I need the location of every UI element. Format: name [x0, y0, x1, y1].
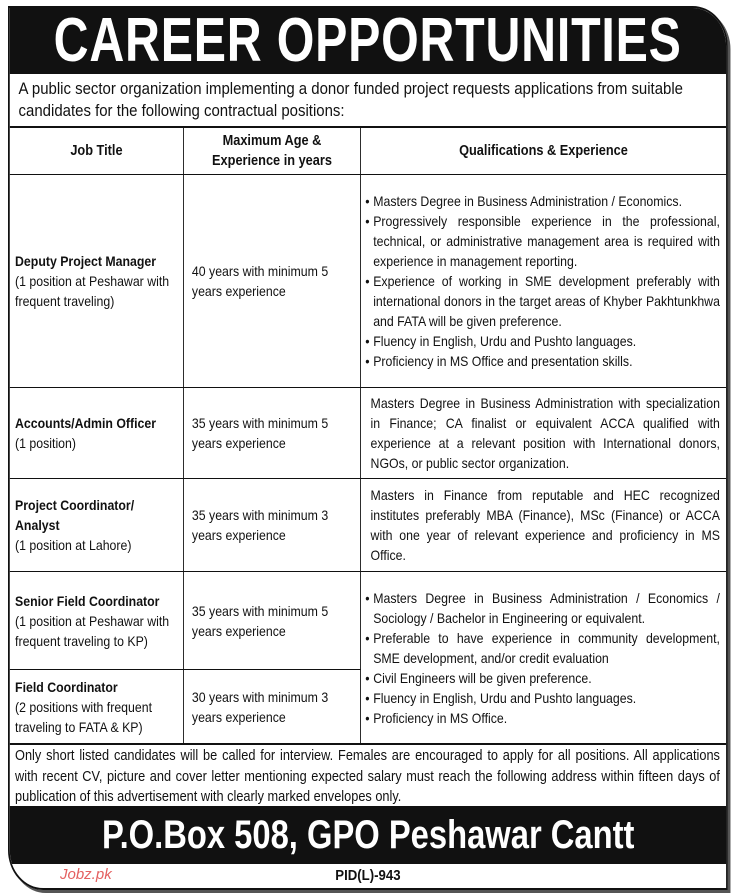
qual-item: • Masters Degree in Business Administration / Economics. — [365, 193, 683, 209]
advertisement — [8, 6, 728, 890]
header-age: Maximum Age & Experience in years — [184, 128, 361, 175]
job-title-cell — [10, 388, 184, 479]
job-title-cell — [10, 479, 184, 572]
qual-item: • Preferable to have experience in community development, SME development, and/or credit evaluation — [365, 629, 720, 666]
ad-title: CAREER OPPORTUNITIES — [53, 8, 682, 74]
header-job-title: Job Title — [10, 128, 184, 175]
qual-item: • Masters Degree in Business Administration / Economics / Sociology / Bachelor in Engineering or equivalent. — [365, 589, 720, 626]
qual-item: • Progressively responsible experience in the professional, technical, or administrative management area is required with experience in management reporting. — [365, 213, 720, 269]
qualifications-cell: Masters in Finance from reputable and HEC recognized institutes preferably MBA (Finance), MSc (Finance) or ACCA with one year of relevant experience and proficiency in MS Office. — [361, 479, 726, 572]
age-cell: 30 years with minimum 3 years experience — [184, 670, 361, 743]
qual-item: • Civil Engineers will be given preference. — [365, 669, 592, 686]
job-title-cell — [10, 175, 184, 388]
job-detail: (1 position at Lahore) — [15, 537, 132, 553]
job-title: Field Coordinator — [15, 678, 118, 695]
job-detail: (1 position at Peshawar with frequent traveling to KP) — [15, 612, 170, 649]
job-title-cell — [10, 572, 184, 670]
qual-item: • Proficiency in MS Office. — [365, 709, 508, 726]
age-cell: 35 years with minimum 5 years experience — [184, 388, 361, 479]
job-title: Senior Field Coordinator — [15, 592, 160, 609]
job-detail: (1 position) — [15, 435, 76, 451]
age-cell: 40 years with minimum 5 years experience — [184, 175, 361, 388]
age-cell: 35 years with minimum 3 years experience — [184, 479, 361, 572]
job-detail: (2 positions with frequent traveling to FATA & KP) — [15, 698, 153, 735]
positions-table — [10, 128, 726, 745]
pid-number: PID(L)-943 — [335, 867, 401, 884]
intro-text: A public sector organization implementing a donor funded project requests applications from suitable candidates for the following contractual positions: — [10, 74, 726, 128]
header-qualifications: Qualifications & Experience — [361, 128, 726, 175]
address-band — [10, 808, 726, 864]
postal-address: P.O.Box 508, GPO Peshawar Cantt — [101, 813, 635, 857]
watermark: Jobz.pk — [60, 866, 112, 883]
shared-qualifications-cell — [361, 572, 726, 743]
job-title: Accounts/Admin Officer — [15, 415, 157, 431]
job-title: Deputy Project Manager — [15, 253, 157, 269]
job-title: Project Coordinator/ Analyst — [15, 497, 135, 533]
header-band — [10, 8, 726, 74]
qual-item: • Experience of working in SME development preferably with international donors in the target areas of Khyber Pakhtunkhwa and FATA will be given preference. — [365, 273, 720, 329]
footer-note: Only short listed candidates will be called for interview. Females are encouraged to apply for all positions. All applications with recent CV, picture and cover letter mentioning expected salary must reach the following address within fifteen days of publication of this advertisement with clearly marked envelopes only. — [10, 745, 726, 808]
job-title-cell — [10, 670, 184, 743]
job-detail: (1 position at Peshawar with frequent traveling) — [15, 273, 170, 309]
qual-item: • Fluency in English, Urdu and Pushto languages. — [365, 333, 637, 349]
qual-item: • Fluency in English, Urdu and Pushto languages. — [365, 689, 637, 706]
qualifications-cell — [361, 175, 726, 388]
age-cell: 35 years with minimum 5 years experience — [184, 572, 361, 670]
qual-item: • Proficiency in MS Office and presentation skills. — [365, 353, 633, 369]
qualifications-cell: Masters Degree in Business Administration with specialization in Finance; CA finalist or equivalent ACCA qualified with experience at a relevant position with International donors, NGOs, or public sector organization. — [361, 388, 726, 479]
